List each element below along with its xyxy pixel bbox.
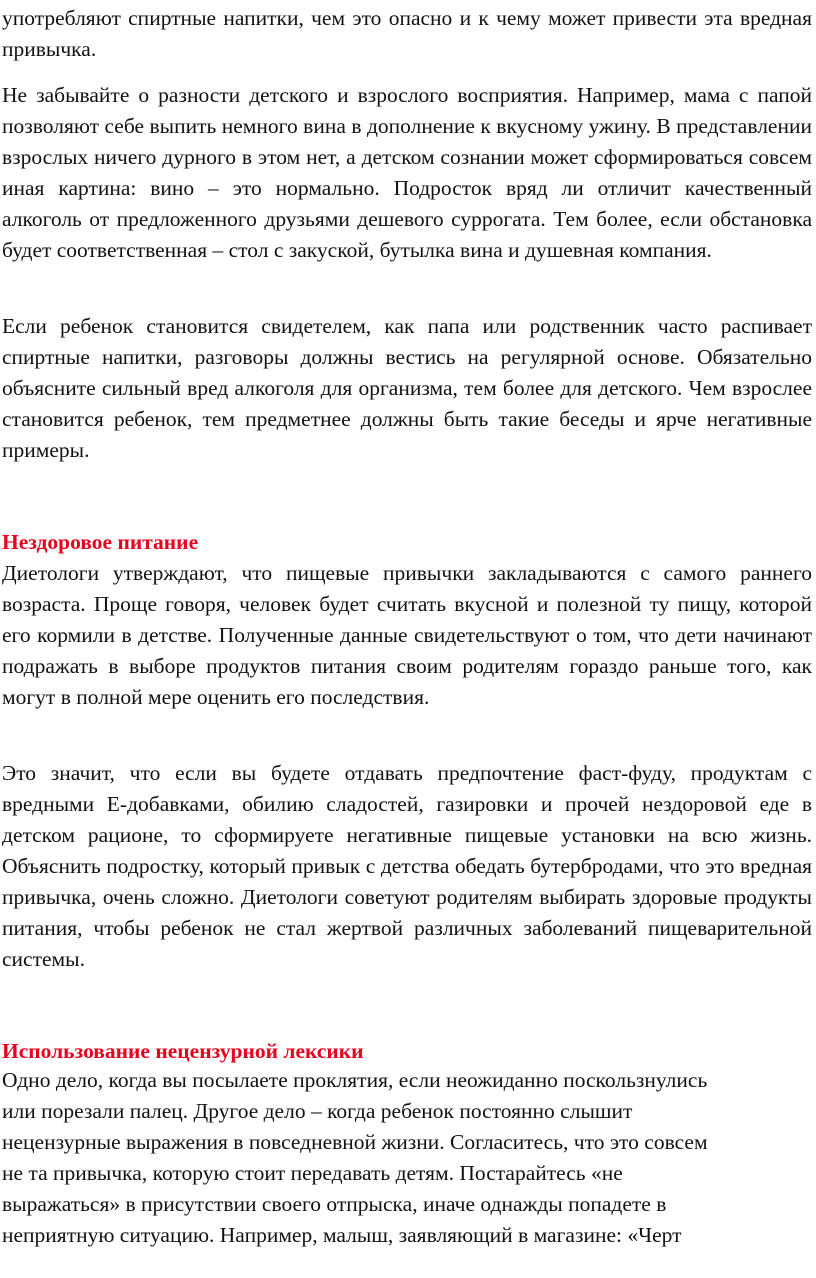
paragraph-perception: Не забывайте о разности детского и взрослого восприятия. Например, мама с папой позволяют себе выпить немного вина в дополнение к вкусному ужину. В представлении взрослых ничего дурного в этом нет, а детском сознании может сформироваться совсем иная картина: вино – это нормально. Подросток вряд ли отличит качественный алкоголь от предложенного друзьями дешевого суррогата. Тем более, если обстановка будет соответственная – стол с закуской, бутылка вина и душевная компания. [2, 83, 812, 262]
profanity-line: нецензурные выражения в повседневной жизни. Согласитесь, что это совсем [2, 1130, 708, 1154]
paragraph-alcohol-intro: употребляют спиртные напитки, чем это опасно и к чему может привести эта вредная привычка. [2, 6, 812, 61]
paragraph-witness: Если ребенок становится свидетелем, как папа или родственник часто распивает спиртные напитки, разговоры должны вестись на регулярной основе. Обязательно объясните сильный вред алкоголя для организма, тем более для детского. Чем взрослее становится ребенок, тем предметнее должны быть такие беседы и ярче негативные примеры. [2, 314, 812, 462]
paragraph-fast-food: Это значит, что если вы будете отдавать предпочтение фаст-фуду, продуктам с вредными Е-добавками, обилию сладостей, газировки и прочей нездоровой еде в детском рационе, то сформируете негативные пищевые установки на всю жизнь. Объяснить подростку, который привык с детства обедать бутербродами, что это вредная привычка, очень сложно. Диетологи советуют родителям выбирать здоровые продукты питания, чтобы ребенок не стал жертвой различных заболеваний пищеварительной системы. [2, 761, 812, 971]
profanity-line: не та привычка, которую стоит передавать детям. Постарайтесь «не [2, 1161, 623, 1185]
paragraph-dietitians: Диетологи утверждают, что пищевые привычки закладываются с самого раннего возраста. Проще говоря, человек будет считать вкусной и полезной ту пищу, которой его кормили в детстве. Полученные данные свидетельствуют о том, что дети начинают подражать в выборе продуктов питания своим родителям гораздо раньше того, как могут в полной мере оценить его последствия. [2, 561, 812, 709]
heading-profanity: Использование нецензурной лексики [2, 1039, 364, 1063]
profanity-line: или порезали палец. Другое дело – когда ребенок постоянно слышит [2, 1099, 633, 1123]
paragraph-profanity [2, 1065, 814, 1251]
profanity-line: Одно дело, когда вы посылаете проклятия, если неожиданно поскользнулись [2, 1068, 708, 1092]
profanity-line: выражаться» в присутствии своего отпрыска, иначе однажды попадете в [2, 1192, 667, 1216]
heading-unhealthy-food: Нездоровое питание [2, 530, 199, 554]
profanity-line: неприятную ситуацию. Например, малыш, заявляющий в магазине: «Черт [2, 1223, 682, 1247]
